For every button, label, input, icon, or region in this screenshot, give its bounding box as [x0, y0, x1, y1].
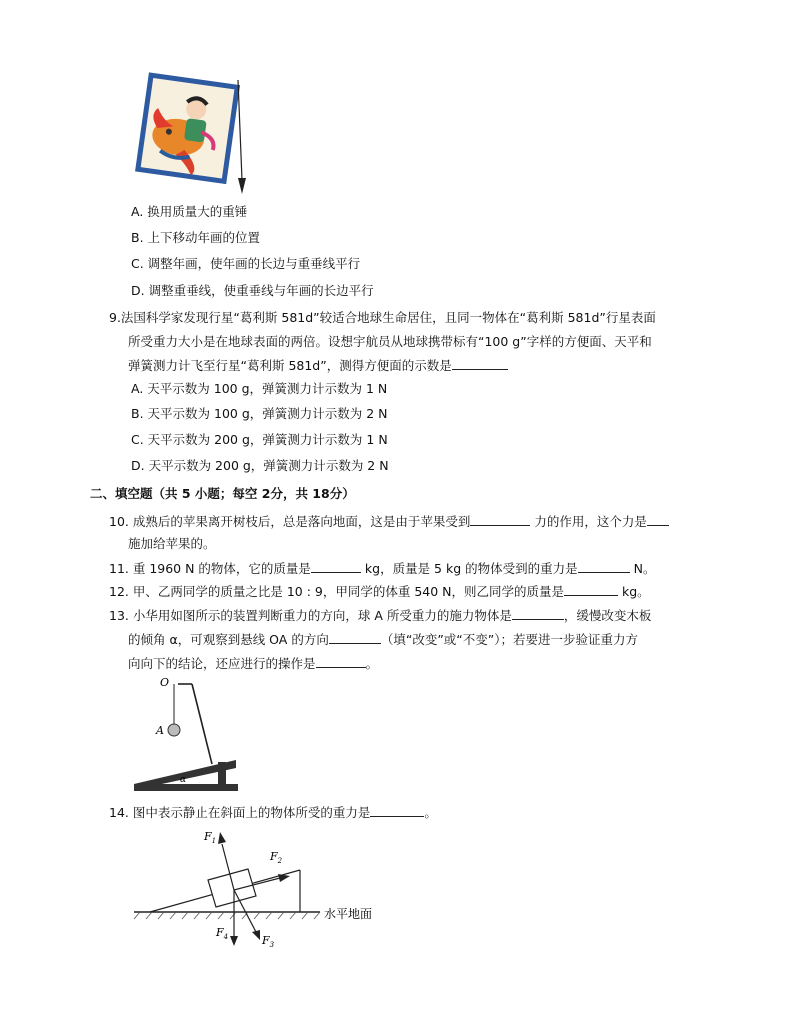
- label-alpha: α: [180, 775, 187, 785]
- q11-blank-1: [311, 560, 361, 573]
- q13-text-3a: 向向下的结论，还应进行的操作是: [128, 656, 316, 671]
- q9-option-b: B. 天平示数为 100 g，弹簧测力计示数为 2 N: [131, 406, 388, 421]
- painting-figure: [128, 70, 254, 198]
- q8-option-a: A. 换用质量大的重锤: [131, 204, 248, 219]
- label-ground: 水平地面: [324, 907, 373, 921]
- q10-blank-1: [470, 513, 530, 526]
- q12-text-b: kg。: [618, 584, 650, 599]
- q9-option-a: A. 天平示数为 100 g，弹簧测力计示数为 1 N: [131, 381, 388, 396]
- q9-line-2: 所受重力大小是在地球表面的两倍。设想宇航员从地球携带标有“100 g”字样的方便面、天平和: [128, 334, 652, 349]
- q10-text-a: 10. 成熟后的苹果离开树枝后，总是落向地面，这是由于苹果受到: [109, 514, 471, 529]
- q14-text-b: 。: [424, 805, 437, 820]
- q9-line-1: 9.法国科学家发现行星“葛利斯 581d”较适合地球生命居住，且同一物体在“葛利斯 581d”行星表面: [109, 310, 656, 325]
- label-o: O: [160, 676, 170, 689]
- q12-blank: [564, 583, 618, 596]
- q11-text-a: 11. 重 1960 N 的物体，它的质量是: [109, 561, 311, 576]
- label-f2: $F_2$: [270, 850, 283, 865]
- q14-figure: [130, 826, 390, 950]
- q13-line-3: [128, 655, 378, 672]
- q8-option-d: D. 调整重垂线，使重垂线与年画的长边平行: [131, 283, 374, 298]
- q11-text-c: N。: [629, 561, 656, 576]
- label-f3: $F_3$: [262, 934, 275, 949]
- q9-answer-blank: [452, 357, 508, 370]
- q10-text-b: 力的作用，这个力是: [530, 514, 647, 529]
- q8-option-c: C. 调整年画，使年画的长边与重垂线平行: [131, 256, 361, 271]
- section-2-title: 二、填空题（共 5 小题；每空 2分，共 18分）: [90, 486, 355, 501]
- q13-text-1b: ，缓慢改变木板: [563, 608, 652, 623]
- q9-option-c: C. 天平示数为 200 g，弹簧测力计示数为 1 N: [131, 432, 388, 447]
- q11-line: [109, 560, 655, 577]
- q9-option-d: D. 天平示数为 200 g，弹簧测力计示数为 2 N: [131, 458, 389, 473]
- q13-text-2a: 的倾角 α，可观察到悬线 OA 的方向: [128, 632, 329, 647]
- q13-text-3b: 。: [365, 656, 379, 671]
- q14-line: [109, 804, 437, 821]
- q14-text-a: 14. 图中表示静止在斜面上的物体所受的重力是: [109, 805, 371, 820]
- q13-figure: [130, 672, 250, 794]
- q13-line-2: [128, 631, 638, 648]
- q12-line: [109, 583, 650, 600]
- q10-blank-2: [647, 513, 669, 526]
- q13-text-2b: （填“改变”或“不变”）；若要进一步验证重力方: [380, 632, 638, 647]
- q11-blank-2: [578, 560, 630, 573]
- q13-blank-3: [316, 655, 366, 668]
- q12-text-a: 12. 甲、乙两同学的质量之比是 10 : 9，甲同学的体重 540 N，则乙同学的质量是: [109, 584, 565, 599]
- q9-line-3-text: 弹簧测力计飞至行星“葛利斯 581d”，测得方便面的示数是: [128, 358, 452, 373]
- q10-line-2: 施加给苹果的。: [128, 536, 216, 551]
- q13-text-1a: 13. 小华用如图所示的装置判断重力的方向，球 A 所受重力的施力物体是: [109, 608, 512, 623]
- q13-line-1: [109, 607, 651, 624]
- q10-line-1: [109, 513, 669, 530]
- q9-line-3: [128, 357, 508, 374]
- label-f4: $F_4$: [216, 926, 229, 941]
- q11-text-b: kg，质量是 5 kg 的物体受到的重力是: [360, 561, 578, 576]
- label-f1: $F_1$: [204, 830, 217, 845]
- q14-blank: [370, 804, 424, 817]
- q13-blank-2: [329, 631, 381, 644]
- label-a: A: [156, 724, 164, 737]
- q13-blank-1: [512, 607, 564, 620]
- q8-option-b: B. 上下移动年画的位置: [131, 230, 261, 245]
